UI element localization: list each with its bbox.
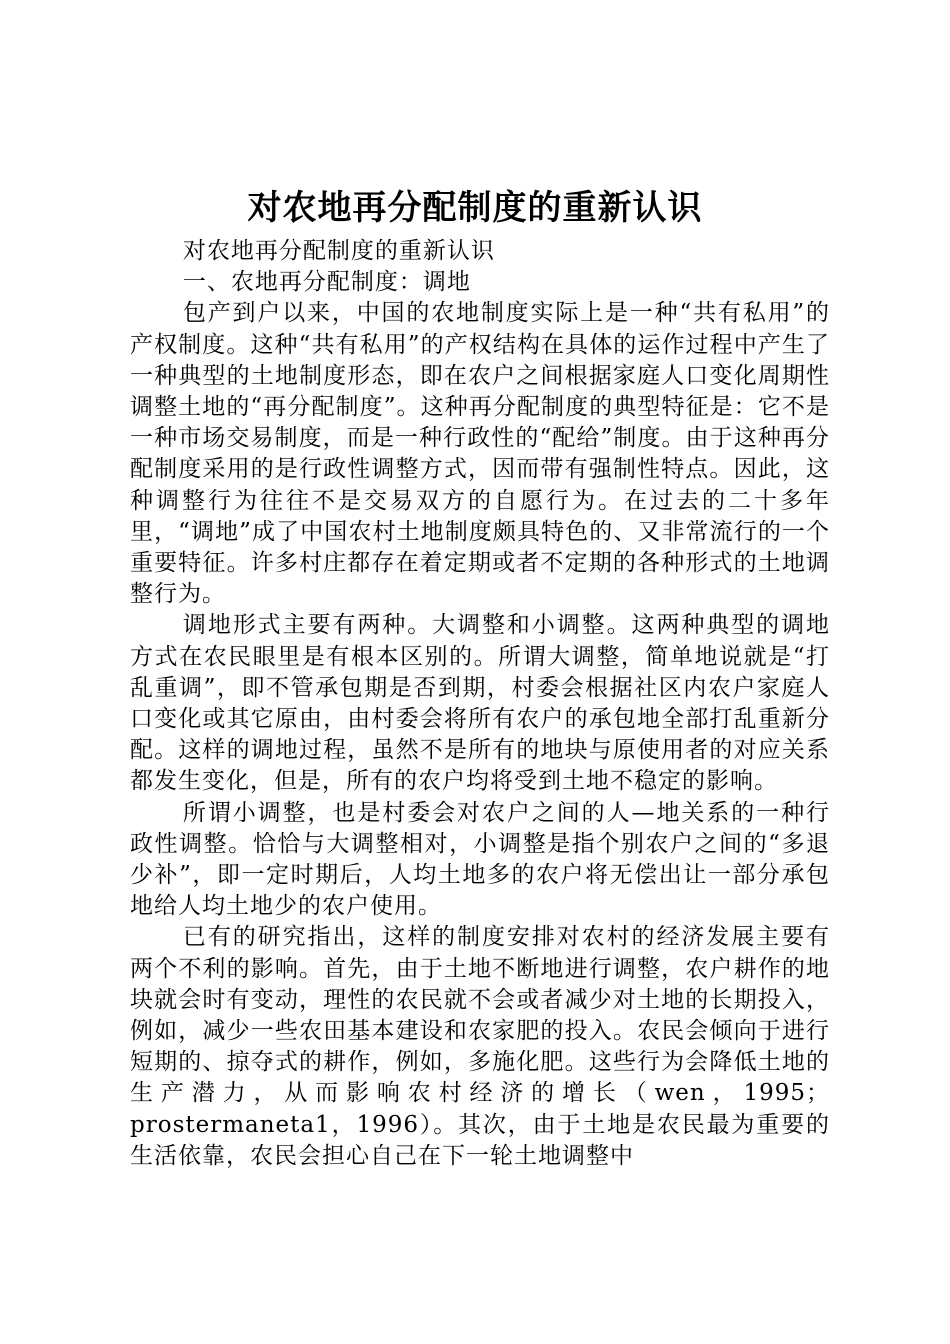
paragraph: 包产到户以来，中国的农地制度实际上是一种“共有私用”的产权制度。这种“共有私用”的产权结构在具体的运作过程中产生了一种典型的土地制度形态，即在农户之间根据家庭人口变化周期性调整土地的“再分配制度”。这种再分配制度的典型特征是：它不是一种市场交易制度，而是一种行政性的“配给”制度。由于这种再分配制度采用的是行政性调整方式，因而带有强制性特点。因此，这种调整行为往往不是交易双方的自愿行为。在过去的二十多年里，“调地”成了中国农村土地制度颇具特色的、又非常流行的一个重要特征。许多村庄都存在着定期或者不定期的各种形式的土地调整行为。: [130, 300, 830, 608]
document-body: [130, 236, 830, 1172]
paragraph: 已有的研究指出，这样的制度安排对农村的经济发展主要有两个不利的影响。首先，由于土地不断地进行调整，农户耕作的地块就会时有变动，理性的农民就不会或者减少对土地的长期投入，例如，减少一些农田基本建设和农家肥的投入。农民会倾向于进行短期的、掠夺式的耕作，例如，多施化肥。这些行为会降低土地的生产潜力，从而影响农村经济的增长（wen，1995；prostermaneta1，1996）。其次，由于土地是农民最为重要的生活依靠，农民会担心自己在下一轮土地调整中: [130, 924, 830, 1169]
paragraph-section-heading: 一、农地再分配制度：调地: [182, 269, 471, 296]
paragraph: 所谓小调整，也是村委会对农户之间的人—地关系的一种行政性调整。恰恰与大调整相对，小调整是指个别农户之间的“多退少补”，即一定时期后，人均土地多的农户将无偿出让一部分承包地给人均土地少的农户使用。: [130, 799, 830, 920]
paragraph-subtitle: 对农地再分配制度的重新认识: [182, 238, 495, 264]
document-title: 对农地再分配制度的重新认识: [247, 188, 703, 228]
paragraph: 调地形式主要有两种。大调整和小调整。这两种典型的调地方式在农民眼里是有根本区别的。所谓大调整，简单地说就是“打乱重调”，即不管承包期是否到期，村委会根据社区内农户家庭人口变化或其它原由，由村委会将所有农户的承包地全部打乱重新分配。这样的调地过程，虽然不是所有的地块与原使用者的对应关系都发生变化，但是，所有的农户均将受到土地不稳定的影响。: [130, 612, 830, 795]
